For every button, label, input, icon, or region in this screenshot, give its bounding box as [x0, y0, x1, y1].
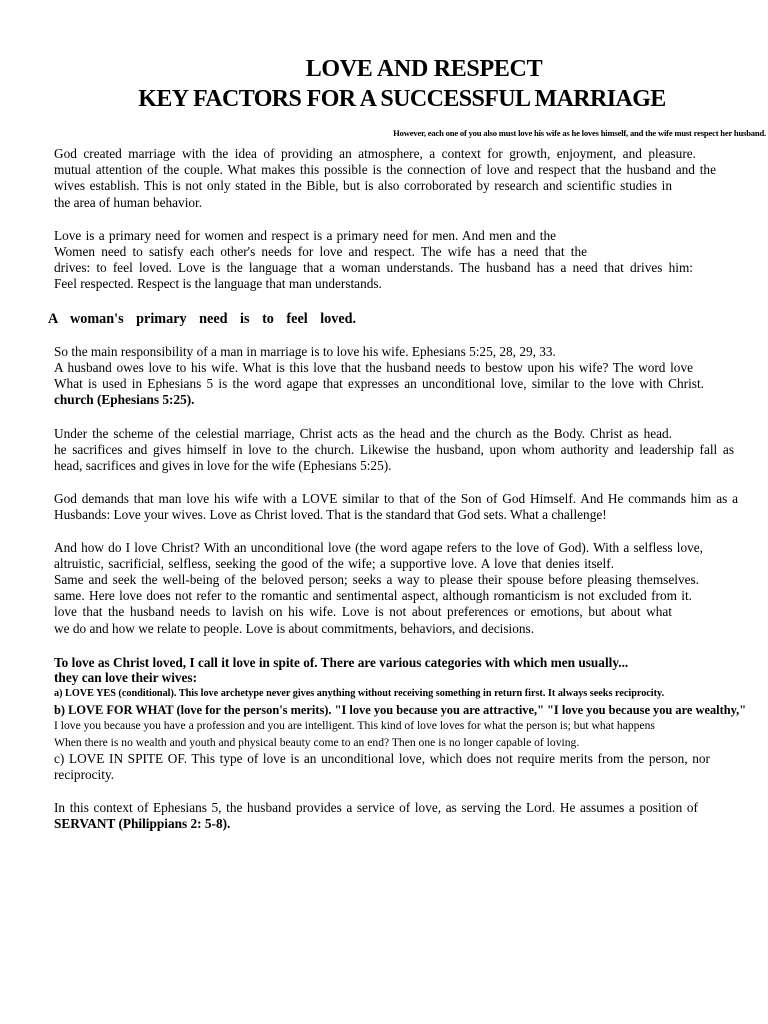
paragraph-line: Women need to satisfy each other's needs for love and respect. The wife has a need that the — [54, 244, 587, 259]
paragraph-line: What is used in Ephesians 5 is the word agape that expresses an unconditional love, similar to the love with Christ. — [54, 376, 704, 391]
paragraph-line: Husbands: Love your wives. Love as Christ loved. That is the standard that God sets. What a challenge! — [54, 507, 607, 522]
paragraph-line: To love as Christ loved, I call it love in spite of. There are various categories with which men usually... — [54, 655, 629, 670]
paragraph-line: he sacrifices and gives himself in love to the church. Likewise the husband, upon whom authority and leadership fall as — [54, 442, 734, 457]
paragraph-line: God created marriage with the idea of providing an atmosphere, a context for growth, enjoyment, and pleasure. — [54, 146, 696, 161]
list-item: c) LOVE IN SPITE OF. This type of love is an unconditional love, which does not require merits from the person, nor — [54, 751, 710, 766]
paragraph-line: And how do I love Christ? With an unconditional love (the word agape refers to the love of God). With a selfless love, — [54, 540, 703, 555]
paragraph-line: altruistic, sacrificial, selfless, seeking the good of the wife; a supportive love. A love that denies itself. — [54, 556, 614, 571]
paragraph-line: head, sacrifices and gives in love for the wife (Ephesians 5:25). — [54, 458, 392, 473]
document-subtitle: KEY FACTORS FOR A SUCCESSFUL MARRIAGE — [138, 86, 666, 112]
paragraph-line: reciprocity. — [54, 767, 115, 782]
paragraph-line: SERVANT (Philippians 2: 5-8). — [54, 816, 231, 831]
paragraph-line: same. Here love does not refer to the romantic and sentimental aspect, although romanticism is not excluded from it. — [54, 588, 692, 603]
epigraph: However, each one of you also must love his wife as he loves himself, and the wife must respect her husband. — [393, 128, 766, 138]
paragraph-line: we do and how we relate to people. Love is about commitments, behaviors, and decisions. — [54, 621, 535, 636]
paragraph-line: love that the husband needs to lavish on his wife. Love is not about preferences or emotions, but about what — [54, 604, 672, 619]
paragraph-line: When there is no wealth and youth and physical beauty come to an end? Then one is no longer capable of loving. — [54, 736, 580, 749]
paragraph-line: drives: to feel loved. Love is the language that a woman understands. The husband has a need that drives him: — [54, 260, 693, 275]
paragraph-line: Love is a primary need for women and respect is a primary need for men. And men and the — [54, 228, 556, 243]
paragraph-line: So the main responsibility of a man in marriage is to love his wife. Ephesians 5:25, 28, 29, 33. — [54, 344, 556, 359]
list-item: a) LOVE YES (conditional). This love archetype never gives anything without receiving something in return first. It always seeks reciprocity. — [54, 688, 665, 699]
paragraph-line: wives establish. This is not only stated in the Bible, but is also corroborated by research and scientific studies in — [54, 178, 672, 193]
paragraph-line: Under the scheme of the celestial marriage, Christ acts as the head and the church as the Body. Christ as head. — [54, 426, 672, 441]
paragraph-line: A husband owes love to his wife. What is this love that the husband needs to bestow upon his wife? The word love — [54, 360, 693, 375]
document-title: LOVE AND RESPECT — [305, 56, 543, 82]
paragraph-line: I love you because you have a profession and you are intelligent. This kind of love loves for what the person is; but what happens — [54, 719, 655, 732]
paragraph-line: In this context of Ephesians 5, the husband provides a service of love, as serving the Lord. He assumes a position of — [54, 800, 698, 815]
section-heading: A woman's primary need is to feel loved. — [48, 311, 357, 327]
list-item: b) LOVE FOR WHAT (love for the person's merits). "I love you because you are attractive," "I love you because you are wealthy," — [54, 703, 747, 717]
paragraph-line: the area of human behavior. — [54, 195, 203, 210]
paragraph-line: Same and seek the well-being of the beloved person; seeks a way to please their spouse before pleasing themselves. — [54, 572, 699, 587]
paragraph-line: God demands that man love his wife with a LOVE similar to that of the Son of God Himself. And He commands him as a — [54, 491, 738, 506]
paragraph-line: they can love their wives: — [54, 670, 198, 685]
paragraph-line: mutual attention of the couple. What makes this possible is the connection of love and respect that the husband and the — [54, 162, 716, 177]
paragraph-line: church (Ephesians 5:25). — [54, 392, 195, 407]
paragraph-line: Feel respected. Respect is the language that man understands. — [54, 276, 382, 291]
